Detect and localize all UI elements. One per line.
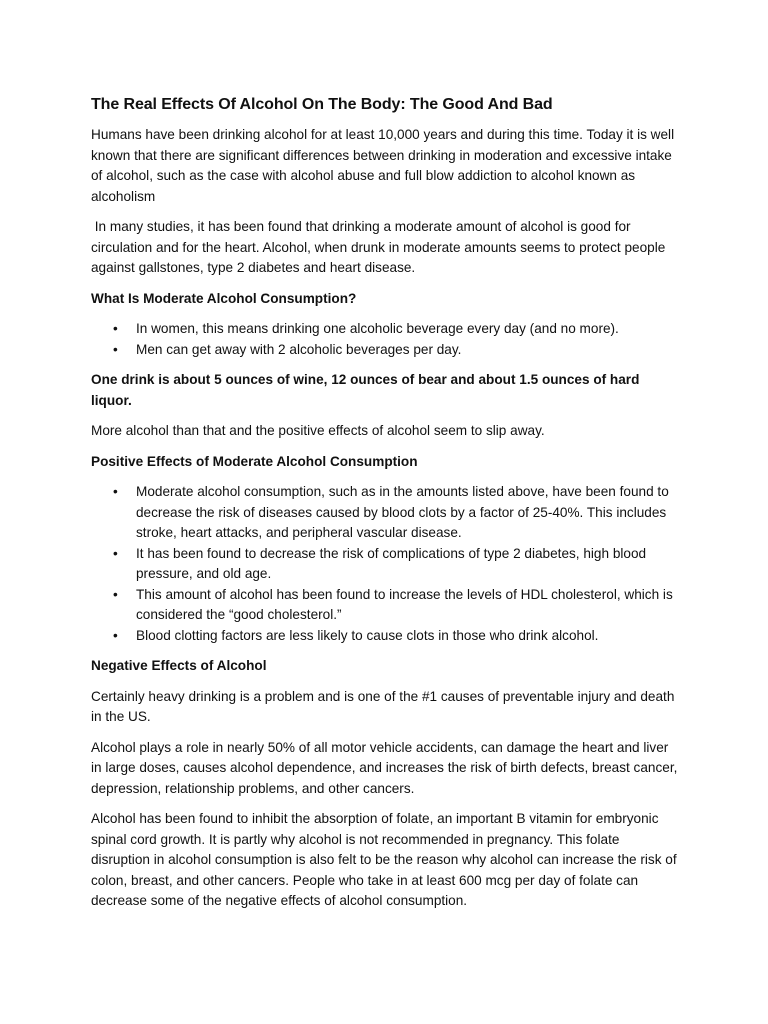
list-item-text: This amount of alcohol has been found to increase the levels of HDL cholesterol, which is considered the “good cholesterol.” [136,586,673,622]
list-item-text: Moderate alcohol consumption, such as in the amounts listed above, have been found to decrease the risk of diseases caused by blood clots by a factor of 25-40%. This includes stroke, heart attacks, and peripheral vascular disease. [136,484,669,540]
more-alcohol-paragraph: More alcohol than that and the positive effects of alcohol seem to slip away. [91,423,545,438]
heading-negative-effects: Negative Effects of Alcohol [91,658,267,673]
negative-paragraph-3: Alcohol has been found to inhibit the absorption of folate, an important B vitamin for embryonic spinal cord growth. It is partly why alcohol is not recommended in pregnancy. This folate disruption in alcohol consumption is also felt to be the reason why alcohol can increase the risk of colon, breast, and other cancers. People who take in at least 600 mcg per day of folate can decrease some of the negative effects of alcohol consumption. [91,811,677,908]
list-item-text: Blood clotting factors are less likely to cause clots in those who drink alcohol. [136,627,599,643]
bullet-icon: • [113,586,118,602]
list-item [91,319,681,340]
page-title: The Real Effects Of Alcohol On The Body: The Good And Bad [91,96,553,113]
list-item-text: It has been found to decrease the risk of complications of type 2 diabetes, high blood pressure, and old age. [136,545,647,581]
negative-paragraph-2: Alcohol plays a role in nearly 50% of all motor vehicle accidents, can damage the heart and liver in large doses, causes alcohol dependence, and increases the risk of birth defects, breast cancer, depression, relationship problems, and other cancers. [91,739,678,796]
intro-paragraph-1: Humans have been drinking alcohol for at least 10,000 years and during this time. Today it is well known that there are significant differences between drinking in moderation and excessive intake of alcohol, such as the case with alcohol abuse and full blow addiction to alcohol known as alcoholism [91,127,675,204]
negative-paragraph-1: Certainly heavy drinking is a problem and is one of the #1 causes of preventable injury and death in the US. [91,688,675,724]
document-page [91,94,681,922]
bullet-icon: • [113,627,118,643]
heading-moderate-consumption: What Is Moderate Alcohol Consumption? [91,290,357,306]
one-drink-paragraph: One drink is about 5 ounces of wine, 12 ounces of bear and about 1.5 ounces of hard liquor. [91,372,640,408]
list-item [91,626,681,647]
heading-positive-effects: Positive Effects of Moderate Alcohol Consumption [91,453,418,469]
bullet-icon: • [113,545,118,561]
bullet-icon: • [113,484,118,499]
positive-effects-list [91,482,681,646]
intro-paragraph-2: In many studies, it has been found that drinking a moderate amount of alcohol is good for circulation and for the heart. Alcohol, when drunk in moderate amounts seems to protect people against gallstones, type 2 diabetes and heart disease. [91,219,670,275]
list-item-text: In women, this means drinking one alcoholic beverage every day (and no more). [136,321,619,336]
moderate-consumption-list [91,319,681,360]
list-item [91,482,681,544]
list-item [91,544,681,585]
list-item [91,585,681,626]
bullet-icon: • [113,321,118,336]
list-item [91,340,681,361]
list-item-text: Men can get away with 2 alcoholic beverages per day. [136,341,462,357]
bullet-icon: • [113,341,118,357]
